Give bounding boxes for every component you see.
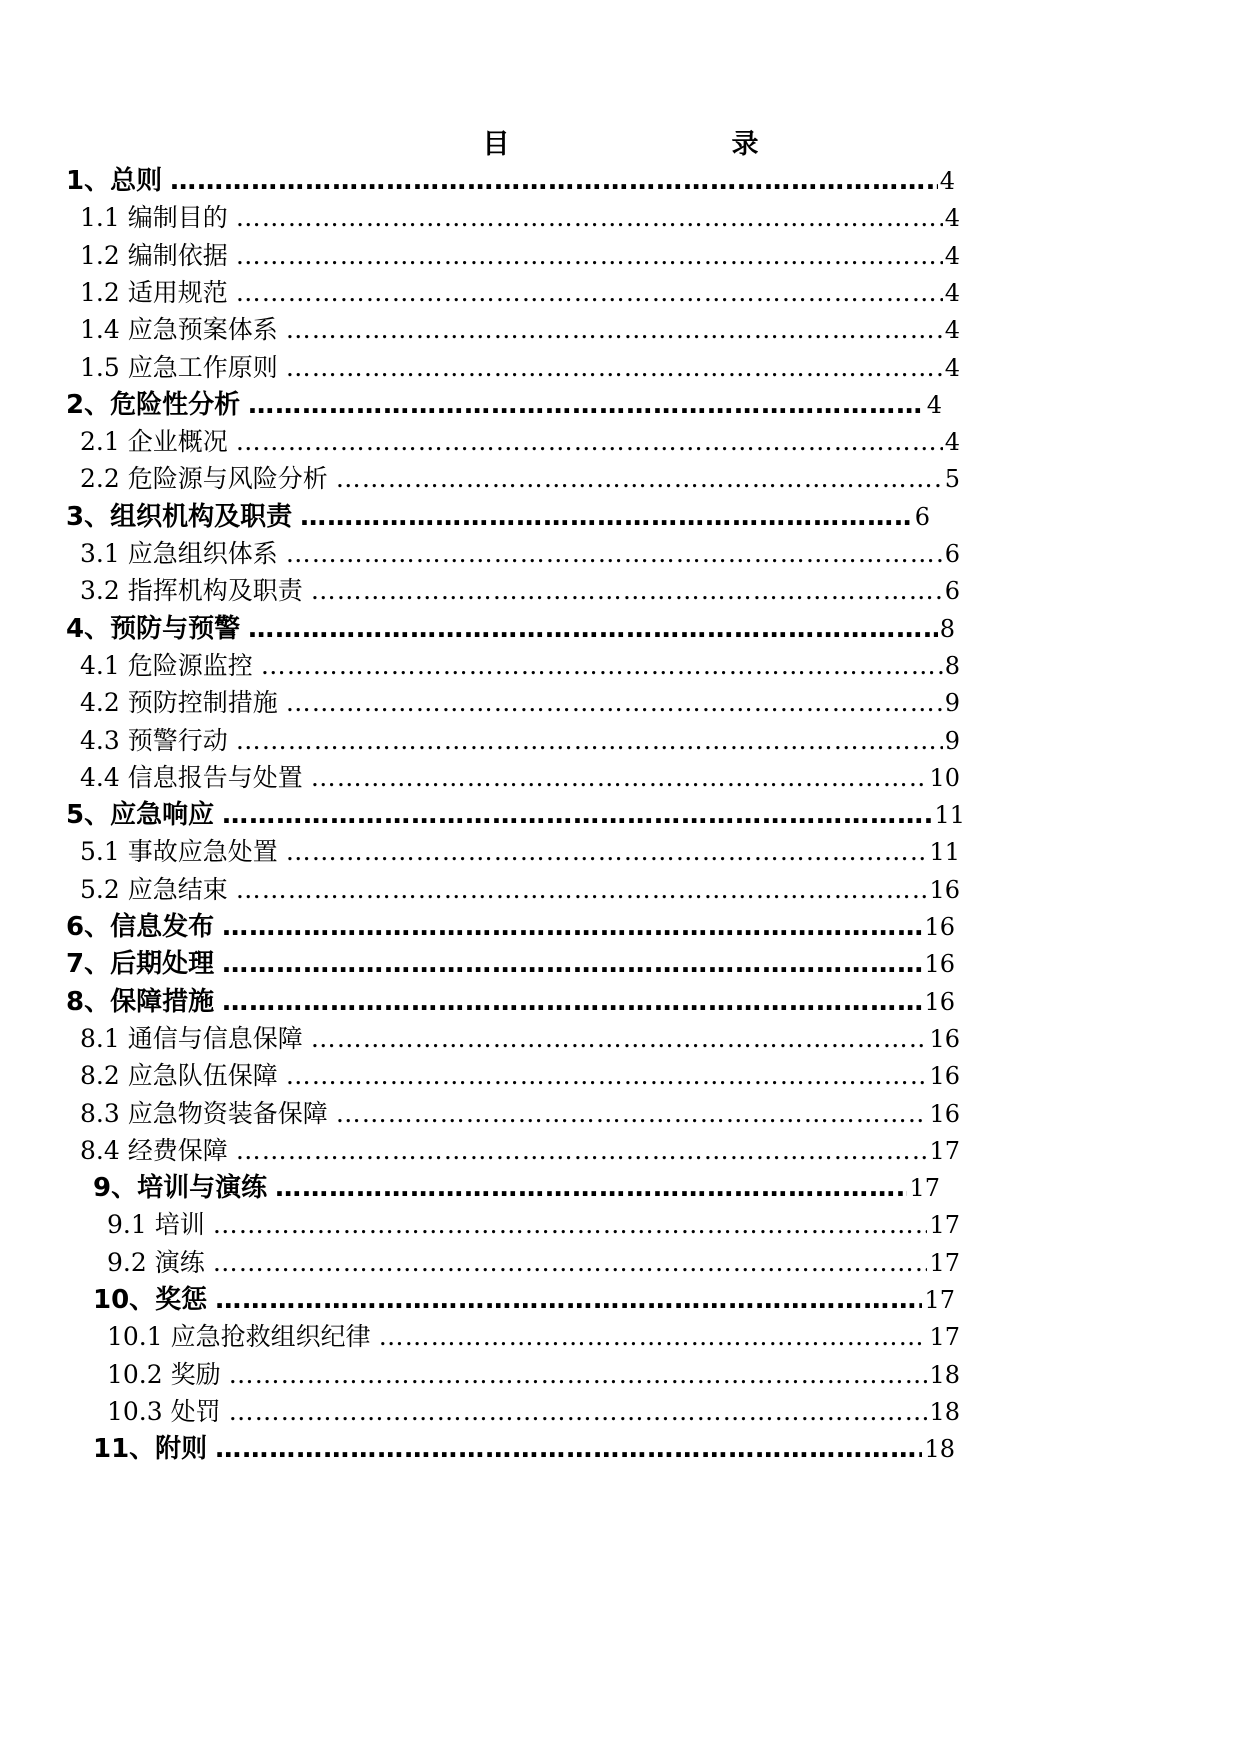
toc-entry-label: 5.1 事故应急处置 xyxy=(80,837,278,867)
toc-title: 目 录 xyxy=(482,129,815,160)
toc-dot-leader xyxy=(236,1130,928,1172)
toc-dot-leader xyxy=(286,347,943,389)
toc-section-entry xyxy=(80,309,960,351)
toc-entry-label: 8.1 通信与信息保障 xyxy=(80,1023,303,1053)
toc-page-number: 17 xyxy=(909,1174,940,1203)
toc-entry-label: 1、总则 xyxy=(66,166,163,196)
toc-dot-leader xyxy=(286,309,943,351)
toc-dot-leader xyxy=(379,1316,928,1358)
toc-chapter-entry xyxy=(66,496,930,538)
toc-chapter-entry xyxy=(66,384,942,426)
toc-dot-leader xyxy=(311,757,928,799)
toc-dot-leader xyxy=(236,235,943,277)
toc-dot-leader xyxy=(236,869,928,911)
toc-page-number: 16 xyxy=(924,913,955,941)
toc-entry-label: 1.2 编制依据 xyxy=(80,240,228,270)
toc-dot-leader xyxy=(236,197,943,239)
toc-section-entry xyxy=(80,533,960,575)
toc-section-entry xyxy=(80,570,960,612)
toc-dot-leader xyxy=(215,1428,922,1470)
toc-page-number: 17 xyxy=(929,1323,960,1352)
toc-page-number: 8 xyxy=(939,614,955,643)
toc-page-number: 16 xyxy=(929,1099,960,1128)
toc-dot-leader xyxy=(213,1204,928,1246)
toc-page-number: 4 xyxy=(944,241,960,270)
toc-section-entry xyxy=(80,421,960,463)
toc-dot-leader xyxy=(236,272,943,314)
toc-entry-label: 2.2 危险源与风险分析 xyxy=(80,464,328,494)
toc-dot-leader xyxy=(170,160,938,202)
toc-page-number: 4 xyxy=(944,278,960,307)
toc-entry-label: 11、附则 xyxy=(93,1434,208,1465)
toc-page-number: 16 xyxy=(929,1062,960,1091)
toc-page-number: 4 xyxy=(944,428,960,457)
toc-dot-leader xyxy=(336,458,943,500)
toc-entry-label: 10.1 应急抢救组织纪律 xyxy=(107,1322,371,1352)
toc-chapter-entry xyxy=(66,160,955,202)
toc-section-entry xyxy=(80,347,960,389)
toc-entry-label: 1.1 编制目的 xyxy=(80,203,228,233)
toc-page-number: 6 xyxy=(944,540,960,568)
toc-section-entry xyxy=(107,1354,960,1396)
toc-page-number: 4 xyxy=(926,390,942,419)
toc-entry-label: 1.4 应急预案体系 xyxy=(80,315,278,345)
toc-dot-leader xyxy=(215,1279,922,1321)
toc-dot-leader xyxy=(286,533,943,575)
toc-page-number: 9 xyxy=(944,689,960,718)
toc-entry-label: 4、预防与预警 xyxy=(66,613,241,644)
toc-chapter-entry xyxy=(66,906,955,948)
toc-dot-leader xyxy=(248,608,938,650)
toc-dot-leader xyxy=(286,831,928,873)
toc-entry-label: 3.2 指挥机构及职责 xyxy=(80,576,303,606)
toc-dot-leader xyxy=(336,1093,928,1135)
toc-dot-leader xyxy=(222,906,922,948)
toc-dot-leader xyxy=(222,981,922,1023)
toc-page-number: 4 xyxy=(939,167,955,195)
toc-entry-label: 4.1 危险源监控 xyxy=(80,650,253,680)
toc-dot-leader xyxy=(222,943,922,985)
toc-section-entry xyxy=(80,682,960,724)
toc-chapter-entry xyxy=(66,608,955,650)
toc-page-number: 6 xyxy=(944,577,960,606)
toc-dot-leader xyxy=(236,720,943,762)
toc-page-number: 11 xyxy=(934,801,965,830)
toc-page-number: 17 xyxy=(929,1248,960,1277)
toc-entry-label: 8.3 应急物资装备保障 xyxy=(80,1098,328,1128)
toc-entry-label: 3.1 应急组织体系 xyxy=(80,539,278,568)
toc-page-number: 11 xyxy=(929,838,960,867)
toc-entry-label: 9、培训与演练 xyxy=(93,1173,268,1204)
toc-page-number: 9 xyxy=(944,726,960,755)
toc-dot-leader xyxy=(311,1018,928,1060)
toc-entry-label: 1.2 适用规范 xyxy=(80,277,228,307)
toc-dot-leader xyxy=(286,1055,928,1097)
toc-dot-leader xyxy=(248,384,925,426)
toc-chapter-entry xyxy=(93,1167,940,1209)
toc-section-entry xyxy=(80,1018,960,1060)
toc-page-number: 6 xyxy=(914,502,930,531)
toc-page-number: 18 xyxy=(929,1360,960,1389)
toc-section-entry xyxy=(107,1204,960,1246)
toc-entry-label: 6、信息发布 xyxy=(66,912,215,942)
toc-dot-leader xyxy=(229,1391,928,1433)
toc-dot-leader xyxy=(275,1167,907,1209)
toc-section-entry xyxy=(80,1055,960,1097)
toc-entry-label: 4.4 信息报告与处置 xyxy=(80,762,303,792)
toc-page-number: 18 xyxy=(924,1435,955,1464)
toc-entry-label: 2.1 企业概况 xyxy=(80,427,228,457)
toc-dot-leader xyxy=(222,794,932,836)
toc-section-entry xyxy=(80,757,960,799)
toc-section-entry xyxy=(80,831,960,873)
toc-entry-label: 1.5 应急工作原则 xyxy=(80,352,278,382)
toc-page-number: 4 xyxy=(944,353,960,382)
toc-page-number: 5 xyxy=(944,465,960,494)
toc-section-entry xyxy=(107,1316,960,1358)
toc-dot-leader xyxy=(300,496,913,538)
toc-entry-label: 10.3 处罚 xyxy=(107,1396,221,1426)
toc-section-entry xyxy=(80,645,960,687)
toc-section-entry xyxy=(107,1391,960,1433)
toc-entry-label: 8.2 应急队伍保障 xyxy=(80,1061,278,1091)
toc-section-entry xyxy=(80,1130,960,1172)
toc-page-number: 17 xyxy=(929,1211,960,1240)
toc-dot-leader xyxy=(286,682,943,724)
toc-page-number: 17 xyxy=(929,1136,960,1165)
toc-entry-label: 3、组织机构及职责 xyxy=(66,501,293,532)
toc-entry-label: 5.2 应急结束 xyxy=(80,874,228,904)
toc-page-number: 10 xyxy=(929,763,960,792)
toc-dot-leader xyxy=(311,570,943,612)
toc-entry-label: 5、应急响应 xyxy=(66,800,215,831)
toc-chapter-entry xyxy=(66,943,955,985)
toc-entry-label: 9.2 演练 xyxy=(107,1247,205,1277)
toc-section-entry xyxy=(80,720,960,762)
toc-section-entry xyxy=(80,272,960,314)
toc-chapter-entry xyxy=(93,1279,955,1321)
toc-entry-label: 8、保障措施 xyxy=(66,986,215,1017)
toc-dot-leader xyxy=(261,645,943,687)
toc-dot-leader xyxy=(213,1242,928,1284)
toc-section-entry xyxy=(80,1093,960,1135)
toc-dot-leader xyxy=(229,1354,928,1396)
toc-page-number: 18 xyxy=(929,1397,960,1426)
toc-entry-label: 8.4 经费保障 xyxy=(80,1135,228,1165)
toc-page-number: 16 xyxy=(924,950,955,979)
toc-chapter-entry xyxy=(66,794,965,836)
toc-entry-label: 7、后期处理 xyxy=(66,949,215,980)
toc-dot-leader xyxy=(236,421,943,463)
toc-entry-label: 9.1 培训 xyxy=(107,1210,205,1240)
toc-chapter-entry xyxy=(93,1428,955,1470)
toc-entry-label: 4.3 预警行动 xyxy=(80,725,228,755)
toc-entry-label: 10、奖惩 xyxy=(93,1285,208,1315)
toc-section-entry xyxy=(80,197,960,239)
toc-page-number: 16 xyxy=(924,987,955,1016)
toc-entry-label: 2、危险性分析 xyxy=(66,389,241,420)
toc-section-entry xyxy=(80,869,960,911)
toc-chapter-entry xyxy=(66,981,955,1023)
toc-page-number: 8 xyxy=(944,651,960,680)
toc-section-entry xyxy=(80,235,960,277)
toc-entry-label: 10.2 奖励 xyxy=(107,1359,221,1389)
toc-page-number: 17 xyxy=(924,1286,955,1314)
toc-section-entry xyxy=(80,458,960,500)
toc-section-entry xyxy=(107,1242,960,1284)
toc-page-number: 16 xyxy=(929,1024,960,1053)
toc-page-number: 16 xyxy=(929,875,960,904)
toc-entry-label: 4.2 预防控制措施 xyxy=(80,688,278,718)
toc-page-number: 4 xyxy=(944,204,960,233)
toc-page-number: 4 xyxy=(944,316,960,345)
